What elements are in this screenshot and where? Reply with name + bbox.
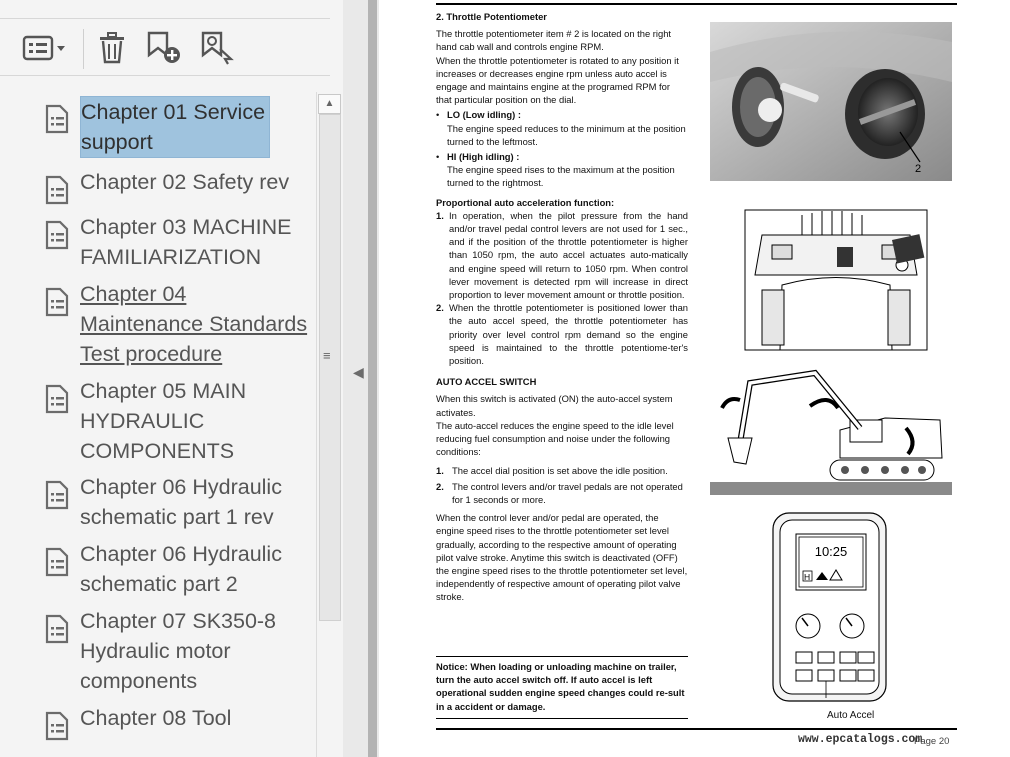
bookmark-page-icon: [45, 480, 69, 510]
throttle-dial-photo: [710, 22, 952, 181]
bookmark-label: [80, 212, 292, 272]
bookmark-label-line: HYDRAULIC: [80, 409, 205, 433]
auto-accel-label: Auto Accel: [827, 710, 875, 721]
paf-item-2: 2. When the throttle potentiometer is positioned lower than the auto accel speed, the throttle potentiometer has priority over level control rpm demand so the engine speed is maintained to the throttle potentiome-ter's position.: [436, 302, 688, 367]
aas-text-3: When the control lever and/or pedal are operated, the engine speed rises to the throttle potentiometer set level gradually, according to the respective amount of operating pilot valve stroke. Anytime this switch is deactivated (OFF) the engine speed rises to the throttle potentiometer set level, independently of respective amount of operating pilot valve stroke.: [436, 512, 688, 603]
hi-bullet: • HI (High idling) :: [436, 151, 520, 163]
bookmark-page-icon: [45, 104, 69, 134]
hi-text: The engine speed rises to the maximum at the position turned to the rightmost.: [447, 164, 675, 189]
bookmark-label-line: Chapter 02 Safety rev: [80, 170, 290, 194]
monitor-time: 10:25: [814, 544, 848, 559]
bookmark-label: [80, 167, 289, 197]
top-rule: [436, 3, 957, 5]
aas-title: AUTO ACCEL SWITCH: [436, 376, 537, 388]
bookmark-label-line: Chapter 08 Tool: [80, 706, 232, 730]
bookmark-label-line: components: [80, 669, 198, 693]
bookmark-search-icon[interactable]: [198, 33, 234, 63]
notice-top-rule: [436, 656, 688, 657]
bookmark-label-line: schematic part 1 rev: [80, 505, 274, 529]
bookmarks-toolbar: [0, 18, 330, 76]
bottom-rule: [436, 728, 957, 730]
document-text-column: [436, 6, 688, 604]
bookmark-page-icon: [45, 711, 69, 741]
bookmark-label-line: FAMILIARIZATION: [80, 245, 262, 269]
notice-text: Notice: When loading or unloading machine on trailer, turn the auto accel switch off. If auto accel is left operational sudden engine speed changes could re-sult in a accident or damage.: [436, 661, 685, 712]
options-menu-icon[interactable]: [22, 33, 68, 63]
collapse-pane-icon[interactable]: ◀: [353, 364, 364, 380]
bookmark-label-line: Hydraulic motor: [80, 639, 231, 663]
scroll-grip-icon: ≡: [323, 348, 331, 363]
bookmark-label-line: Chapter 07 SK350-8: [80, 609, 277, 633]
aas-text-2: The auto-accel reduces the engine speed to the idle level reducing fuel consumption and noise under the following conditions:: [436, 419, 674, 458]
bookmark-page-icon: [45, 175, 69, 205]
bookmark-page-icon: [45, 384, 69, 414]
bookmark-label-line: Chapter 06 Hydraulic: [80, 475, 282, 499]
excavator-drawing: [710, 358, 952, 495]
toolbar-separator: [83, 29, 84, 69]
bookmark-label-line: Chapter 05 MAIN: [80, 379, 247, 403]
monitor-h: H: [804, 572, 811, 582]
paf-title: Proportional auto acceleration function:: [436, 196, 615, 208]
bookmark-label: [80, 279, 307, 369]
paf-item-1: 1. In operation, when the pilot pressure from the hand and/or travel pedal control levers are not used for 1 sec., and if the position of the throttle potentiometer is higher than 1050 rpm, the auto accel actuates auto-matically and engine speed will return to 1050 rpm. When control lever movement is detected rpm will increase in direct proportion to lever movement amount or throttle position.: [436, 209, 688, 301]
condition-2: 2. The control levers and/or travel pedals are not operated for 1 seconds or more.: [436, 480, 683, 505]
watermark-text: www.epcatalogs.com: [798, 733, 923, 746]
bookmark-page-icon: [45, 287, 69, 317]
bookmark-label-line: Maintenance Standards: [80, 312, 308, 336]
bookmark-list: [0, 92, 316, 757]
bookmark-label-line: Test procedure: [80, 342, 223, 366]
intro-text: The throttle potentiometer item # 2 is located on the right hand cab wall and controls engine RPM.: [436, 28, 672, 53]
callout-2: 2: [915, 163, 922, 175]
bookmark-label-line: COMPONENTS: [80, 439, 235, 463]
bookmark-label-line: support: [81, 130, 153, 154]
cab-interior-drawing: [742, 205, 930, 353]
condition-1: 1. The accel dial position is set above the idle position.: [436, 464, 668, 476]
new-bookmark-icon[interactable]: [146, 33, 182, 63]
bookmark-label-line: Chapter 03 MACHINE: [80, 215, 292, 239]
bookmark-label: [80, 606, 276, 696]
aas-text-1: When this switch is activated (ON) the auto-accel system activates.: [436, 393, 673, 418]
scroll-thumb[interactable]: [319, 114, 341, 621]
page-number: Page 20: [914, 736, 950, 747]
pane-splitter[interactable]: [343, 0, 379, 757]
lo-bullet: • LO (Low idling) :: [436, 109, 521, 121]
delete-icon[interactable]: [96, 33, 128, 63]
scroll-up-button[interactable]: ▲: [318, 94, 341, 114]
bookmark-label: [80, 703, 231, 733]
bookmark-label-line: schematic part 2: [80, 572, 238, 596]
bookmark-label-line: Chapter 06 Hydraulic: [80, 542, 282, 566]
document-page: [380, 0, 1010, 757]
splitter-bar: [368, 0, 377, 757]
bookmark-label: [80, 96, 270, 158]
notice-bottom-rule: [436, 718, 688, 719]
bookmark-label: [80, 539, 282, 599]
section-title: 2. Throttle Potentiometer: [436, 11, 547, 22]
bookmark-page-icon: [45, 614, 69, 644]
intro-text-2: When the throttle potentiometer is rotated to any position it increases or decreases engine rpm unless auto accel is engage and maintains engine at the programed RPM for that particular position on the dial.: [436, 54, 679, 106]
monitor-drawing: [772, 512, 887, 702]
bookmark-page-icon: [45, 547, 69, 577]
bookmarks-pane: [0, 0, 344, 757]
bookmark-label: [80, 376, 246, 466]
bookmark-label: [80, 472, 282, 532]
bookmark-label-line: Chapter 01 Service: [81, 100, 266, 124]
bookmarks-scrollbar[interactable]: [316, 92, 341, 757]
bookmark-label-line: Chapter 04: [80, 282, 187, 306]
bookmark-page-icon: [45, 220, 69, 250]
lo-text: The engine speed reduces to the minimum at the position turned to the leftmost.: [447, 122, 686, 147]
